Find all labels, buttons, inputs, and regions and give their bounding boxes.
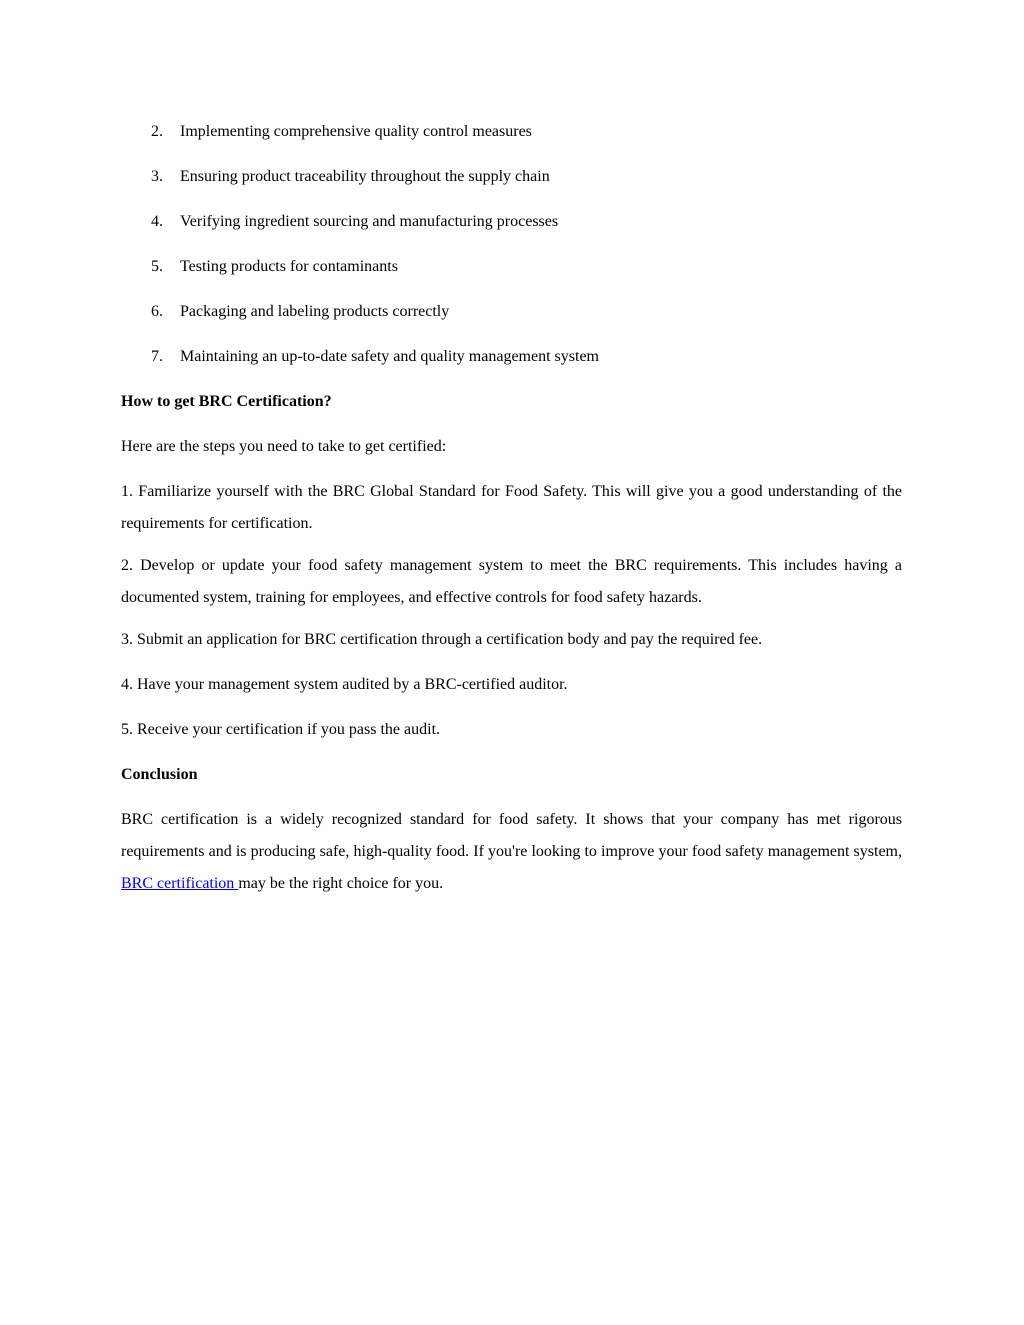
document-page bbox=[121, 119, 902, 913]
list-item bbox=[121, 209, 902, 234]
list-item-text: Implementing comprehensive quality control measures bbox=[180, 123, 532, 140]
list-item-text: Verifying ingredient sourcing and manufacturing processes bbox=[180, 213, 559, 230]
conclusion-heading: Conclusion bbox=[121, 766, 198, 783]
howto-step: 1. Familiarize yourself with the BRC Global Standard for Food Safety. This will give you a good understanding of the requirements for certification. bbox=[121, 483, 902, 532]
howto-step: 5. Receive your certification if you pass the audit. bbox=[121, 721, 441, 738]
howto-heading: How to get BRC Certification? bbox=[121, 393, 332, 410]
conclusion-text: BRC certification is a widely recognized standard for food safety. It shows that your company has met rigorous requirements and is producing safe, high-quality food. If you're looking to improve your food safety management system, bbox=[121, 811, 902, 860]
list-item-text: Maintaining an up-to-date safety and quality management system bbox=[180, 348, 599, 365]
list-item bbox=[121, 119, 902, 144]
list-item-text: Ensuring product traceability throughout the supply chain bbox=[180, 168, 550, 185]
howto-intro: Here are the steps you need to take to get certified: bbox=[121, 438, 447, 455]
list-item-number: 5. bbox=[151, 258, 163, 275]
list-item bbox=[121, 164, 902, 189]
conclusion-paragraph bbox=[121, 804, 902, 900]
list-item-number: 7. bbox=[151, 348, 163, 365]
howto-step: 2. Develop or update your food safety management system to meet the BRC requirements. This includes having a documented system, training for employees, and effective controls for food safety hazards. bbox=[121, 557, 902, 606]
howto-step: 3. Submit an application for BRC certification through a certification body and pay the required fee. bbox=[121, 631, 763, 648]
list-item-number: 3. bbox=[151, 168, 163, 185]
conclusion-text-end: may be the right choice for you. bbox=[238, 875, 444, 892]
howto-step: 4. Have your management system audited by a BRC-certified auditor. bbox=[121, 676, 568, 693]
list-item-text: Packaging and labeling products correctly bbox=[180, 303, 450, 320]
list-item bbox=[121, 299, 902, 324]
list-item-text: Testing products for contaminants bbox=[180, 258, 398, 275]
list-item bbox=[121, 254, 902, 279]
list-item-number: 6. bbox=[151, 303, 163, 320]
brc-certification-link[interactable]: BRC certification bbox=[121, 875, 239, 892]
list-item-number: 2. bbox=[151, 123, 163, 140]
requirements-list bbox=[121, 119, 902, 369]
list-item bbox=[121, 344, 902, 369]
list-item-number: 4. bbox=[151, 213, 163, 230]
